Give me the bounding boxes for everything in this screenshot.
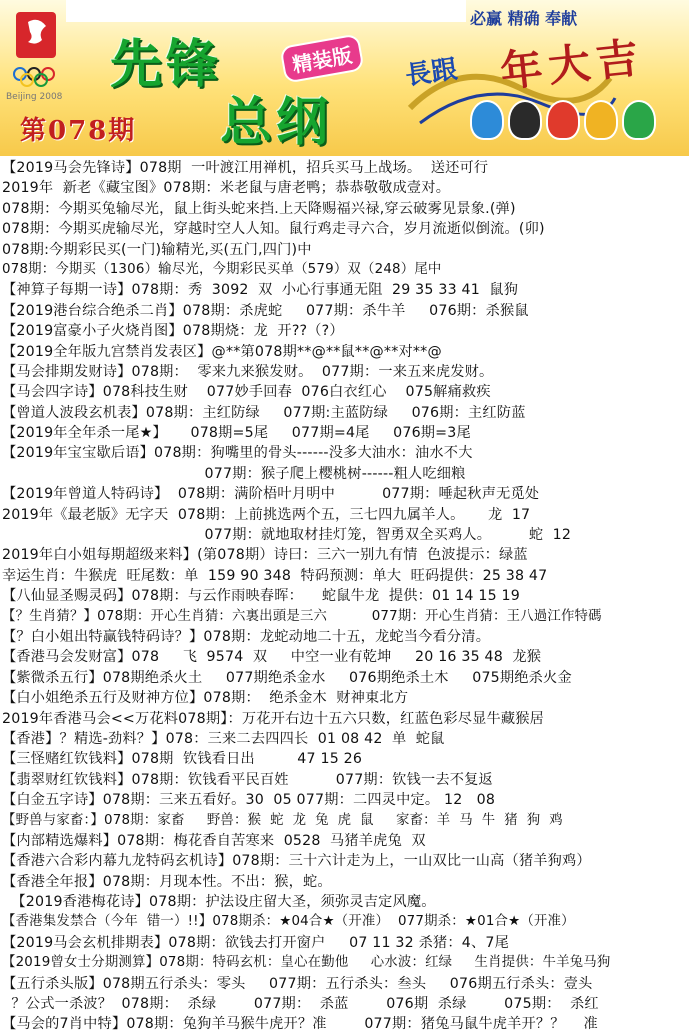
text-line: ？公式一杀波？ 078期： 杀绿 077期： 杀蓝 076期 杀绿 075期： 杀红	[2, 996, 599, 1013]
page-subtitle: 总纲	[220, 92, 333, 153]
text-line: 【2019马会先锋诗】078期 一叶渡江用禅机，招兵买马上战场。 送还可行	[2, 160, 489, 176]
text-line: 【马会四字诗】078科技生财 077妙手回春 076白衣红心 075解痛救疾	[2, 384, 491, 401]
text-line: 【曾道人波段玄机表】078期：主红防绿 077期:主蓝防绿 076期：主红防蓝	[2, 404, 526, 421]
text-line: 078期：今期买虎输尽光，穿越时空人人知。鼠行鸡走寻六合，岁月流逝似倒流。(卯)	[2, 221, 545, 238]
text-line: 【2019香港梅花诗】078期：护法设庄留大圣，须弥灵吉定风魔。	[2, 894, 436, 911]
gen-label: 長跟	[403, 54, 460, 92]
text-line: 2019年香港马会<<万花料078期】：万花开右边十五六只数，红蓝色彩尽显牛藏猴居	[2, 710, 545, 727]
text-line: 【香港六合彩内幕九龙特码玄机诗】078期：三十六计走为上，一山双比一山高（猪羊狗鸡）	[2, 853, 591, 870]
text-line: 【内部精选爆料】078期：梅花香自苦寒来 0528 马猪羊虎兔 双	[2, 832, 426, 849]
slogan-text: 必赢 精确 奉献	[470, 9, 578, 28]
text-line: 【2019年曾道人特码诗】 078期：满阶梧叶月明中 077期：唾起秋声无觅处	[2, 486, 540, 503]
text-line: 【香港集发禁合（今年 错一）!!】078期杀：★04合★（开准） 077期杀：★01合★（开准）	[2, 914, 575, 930]
mascot-group	[470, 100, 656, 140]
mascot-yellow-icon	[584, 100, 618, 140]
issue-number: 第078期	[20, 116, 137, 146]
page-title: 先锋	[110, 34, 223, 95]
text-line: 【2019马会玄机排期表】078期：欲钱去打开窗户 07 11 32 杀猪：4、7尾	[2, 934, 509, 951]
text-line: 【2019港台综合绝杀二肖】078期：杀虎蛇 077期：杀牛羊 076期：杀猴鼠	[2, 302, 529, 319]
text-line: 【翡翠财红钦钱料】078期：钦钱看平民百姓 077期：钦钱一去不复返	[2, 771, 493, 788]
text-line: 【2019全年版九宫禁肖发表区】@**第078期**@**鼠**@**对**@	[2, 343, 442, 360]
text-line: 【香港全年报】078期：月现本性。不出：猴，蛇。	[2, 873, 332, 890]
edition-badge: 精装版	[279, 33, 364, 83]
text-line: 【2019曾女士分期测算】078期：特码玄机：皇心在勤他 心水波：红绿 生肖提供：牛羊兔马狗	[2, 955, 611, 971]
header-banner	[0, 0, 689, 156]
text-line: 078期：今期买兔输尽光，鼠上街头蛇来挡.上天降赐福兴禄,穿云破雾见景象.(弹)	[2, 200, 516, 217]
text-line: 2019年白小姐每期超级来料】(第078期）诗曰：三六一别九有情 色波提示：绿蓝	[2, 547, 528, 564]
forecast-text-list	[2, 158, 686, 1035]
text-line: 078期：今期买（1306）输尽光，今期彩民买单（579）双（248）尾中	[2, 261, 442, 277]
text-line: 【紫微杀五行】078期绝杀火土 077期绝杀金水 076期绝杀土木 075期绝杀火金	[2, 669, 572, 686]
text-line: 078期:今期彩民买(一门)输精光,买(五门,四门)中	[2, 241, 312, 258]
logo-caption: Beijing 2008	[6, 92, 63, 102]
text-line: 【马会排期发财诗】078期： 零来九来猴发财。 077期：一来五来虎发财。	[2, 363, 494, 380]
olympic-logo	[8, 8, 68, 92]
text-line: 【香港】？精选-劲料？】078：三来二去四四长 01 08 42 单 蛇鼠	[2, 730, 445, 747]
text-line: 【白金五字诗】078期：三来五看好。30 05 077期：二四灵中定。 12 08	[2, 792, 496, 809]
text-line: 【野兽与家畜：】078期：家畜 野兽：猴 蛇 龙 兔 虎 鼠 家畜：羊 马 牛 猪 狗 鸡	[2, 812, 563, 828]
text-line: 【？生肖猜？】078期：开心生肖猜：六裏出頭是三六 077期：开心生肖猜：王八過江作特碼	[2, 608, 602, 624]
mascot-blue-icon	[470, 100, 504, 140]
text-line: 【五行杀头版】078期五行杀头：零头 077期：五行杀头：叁头 076期五行杀头：壹头	[2, 975, 593, 992]
text-line: 【白小姐绝杀五行及财神方位】078期： 绝杀金木 财神東北方	[2, 690, 409, 707]
text-line: 【三怪赌红钦钱料】078期 钦钱看日出 47 15 26	[2, 751, 363, 768]
text-line: 2019年《最老版》无字天 078期：上前挑选两个五，三七四九属羊人。 龙 17	[2, 506, 531, 523]
text-line: 幸运生肖：牛猴虎 旺尾数：单 159 90 348 特码预测：单大 旺码提供：25 38 47	[2, 567, 548, 584]
mascot-green-icon	[622, 100, 656, 140]
text-line: 【？白小姐出特赢钱特码诗？】078期：龙蛇动地二十五，龙蛇当今看分清。	[2, 628, 491, 645]
text-line: 077期：就地取材挂灯笼，智勇双全买鸡人。 蛇 12	[2, 527, 572, 544]
mascot-red-icon	[546, 100, 580, 140]
text-line: 【八仙显圣赐灵码】078期：与云作雨映春晖： 蛇鼠牛龙 提供：01 14 15 19	[2, 588, 520, 605]
text-line: 【神算子每期一诗】078期：秀 3092 双 小心行事通无阻 29 35 33 41 鼠狗	[2, 282, 519, 299]
text-line: 【香港马会发财富】078 飞 9574 双 中空一业有乾坤 20 16 35 48 龙猴	[2, 649, 542, 666]
text-line: 【2019富豪小子火烧肖图】078期烧：龙 开??（?）	[2, 323, 344, 340]
text-line: 【马会的7肖中特】078期：兔狗羊马猴牛虎开？准 077期：猪兔马鼠牛虎羊开？？ 准	[2, 1016, 598, 1033]
text-line: 2019年 新老《藏宝图》078期：米老鼠与唐老鸭；恭恭敬敬成壹对。	[2, 180, 451, 197]
text-line: 【2019年宝宝歇后语】078期：狗嘴里的骨头------没多大油水：油水不大	[2, 445, 473, 462]
text-line: 【2019年全年杀一尾★】 078期=5尾 077期=4尾 076期=3尾	[2, 425, 471, 442]
text-line: 077期：猴子爬上樱桃树------粗人吃细粮	[2, 465, 466, 482]
top-white-strip	[66, 0, 466, 22]
mascot-black-icon	[508, 100, 542, 140]
new-year-title: 年大吉	[498, 32, 647, 97]
